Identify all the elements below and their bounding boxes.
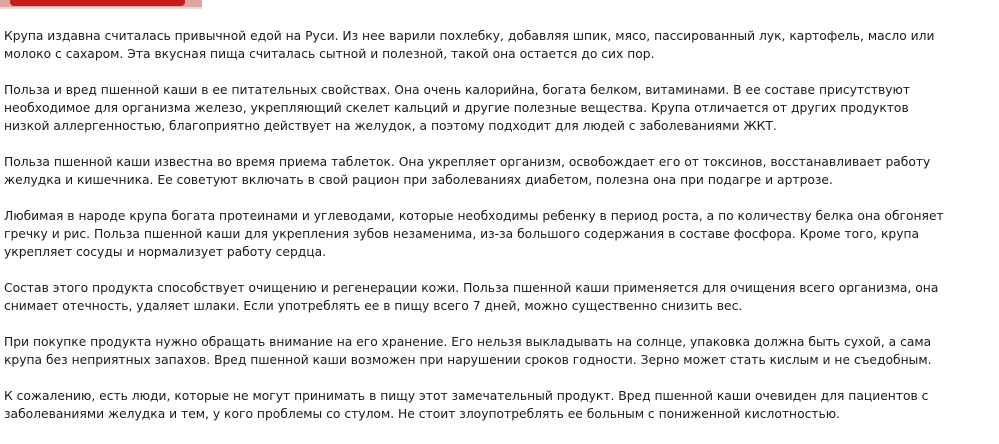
banner-edge bbox=[0, 7, 202, 9]
article-paragraph-2: Польза и вред пшенной каши в ее питательных свойствах. Она очень калорийна, богата белком, витаминами. В ее составе присутствуют необходимое для организма железо, укрепляющий скелет кальций и другие полезные вещества. Крупа отличается от других продуктов низкой аллергенностью, благоприятно действует на желудок, а поэтому подходит для людей с заболеваниями ЖКТ. bbox=[4, 83, 911, 133]
article-paragraph-5: Состав этого продукта способствует очищению и регенерации кожи. Польза пшенной каши применяется для очищения всего организма, она снимает отечность, удаляет шлаки. Если употреблять ее в пищу всего 7 дней, можно существенно снизить вес. bbox=[4, 281, 939, 313]
banner-red-band bbox=[10, 0, 185, 6]
article-paragraph-6: При покупке продукта нужно обращать внимание на его хранение. Его нельзя выкладывать на солнце, упаковка должна быть сухой, а сама крупа без неприятных запахов. Вред пшенной каши возможен при нарушении сроков годности. Зерно может стать кислым и не съедобным. bbox=[4, 335, 932, 367]
top-banner-image bbox=[0, 0, 202, 9]
article-paragraph-3: Польза пшенной каши известна во время приема таблеток. Она укрепляет организм, освобождает его от токсинов, восстанавливает работу желудка и кишечника. Ее советуют включать в свой рацион при заболеваниях диабетом, полезна она при подагре и артрозе. bbox=[4, 155, 931, 187]
article-body bbox=[4, 27, 954, 423]
article-paragraph-1: Крупа издавна считалась привычной едой на Руси. Из нее варили похлебку, добавляя шпик, мясо, пассированный лук, картофель, масло или молоко с сахаром. Эта вкусная пища считалась сытной и полезной, такой она остается до сих пор. bbox=[4, 29, 935, 61]
article-paragraph-7: К сожалению, есть люди, которые не могут принимать в пищу этот замечательный продукт. Вред пшенной каши очевиден для пациентов с заболеваниями желудка и тем, у кого проблемы со стулом. Не стоит злоупотреблять ее больным с пониженной кислотностью. bbox=[4, 389, 929, 421]
article-paragraph-4: Любимая в народе крупа богата протеинами и углеводами, которые необходимы ребенку в период роста, а по количеству белка она обгоняет гречку и рис. Польза пшенной каши для укрепления зубов незаменима, из-за большого содержания в составе фосфора. Кроме того, крупа укрепляет сосуды и нормализует работу сердца. bbox=[4, 209, 944, 259]
